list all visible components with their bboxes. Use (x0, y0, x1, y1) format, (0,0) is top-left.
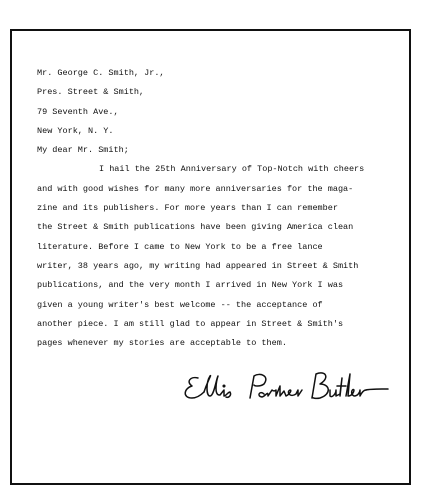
body-line-6: writer, 38 years ago, my writing had appeared in Street & Smith (37, 260, 359, 271)
body-line-7: publications, and the very month I arrived in New York I was (37, 280, 344, 291)
address-line-1: Mr. George C. Smith, Jr., (37, 68, 165, 78)
handwritten-signature (180, 368, 390, 408)
address-line-2: Pres. Street & Smith, (37, 87, 145, 98)
address-line-4: New York, N. Y. (37, 125, 114, 136)
body-line-2: and with good wishes for many more anniversaries for the maga- (37, 183, 354, 194)
salutation: My dear Mr. Smith; (37, 145, 129, 156)
body-line-1: I hail the 25th Anniversary of Top-Notch with cheers (99, 164, 365, 175)
body-line-8: given a young writer's best welcome -- the acceptance of (37, 299, 323, 310)
body-line-5: literature. Before I came to New York to be a free lance (37, 241, 323, 252)
body-line-10: pages whenever my stories are acceptable to them. (37, 338, 287, 349)
letter-text (37, 64, 387, 353)
body-line-3: zine and its publishers. For more years than I can remember (37, 203, 338, 214)
body-line-4: the Street & Smith publications have been giving America clean (37, 222, 354, 233)
body-line-9: another piece. I am still glad to appear in Street & Smith's (37, 318, 344, 329)
address-line-3: 79 Seventh Ave., (37, 106, 119, 117)
